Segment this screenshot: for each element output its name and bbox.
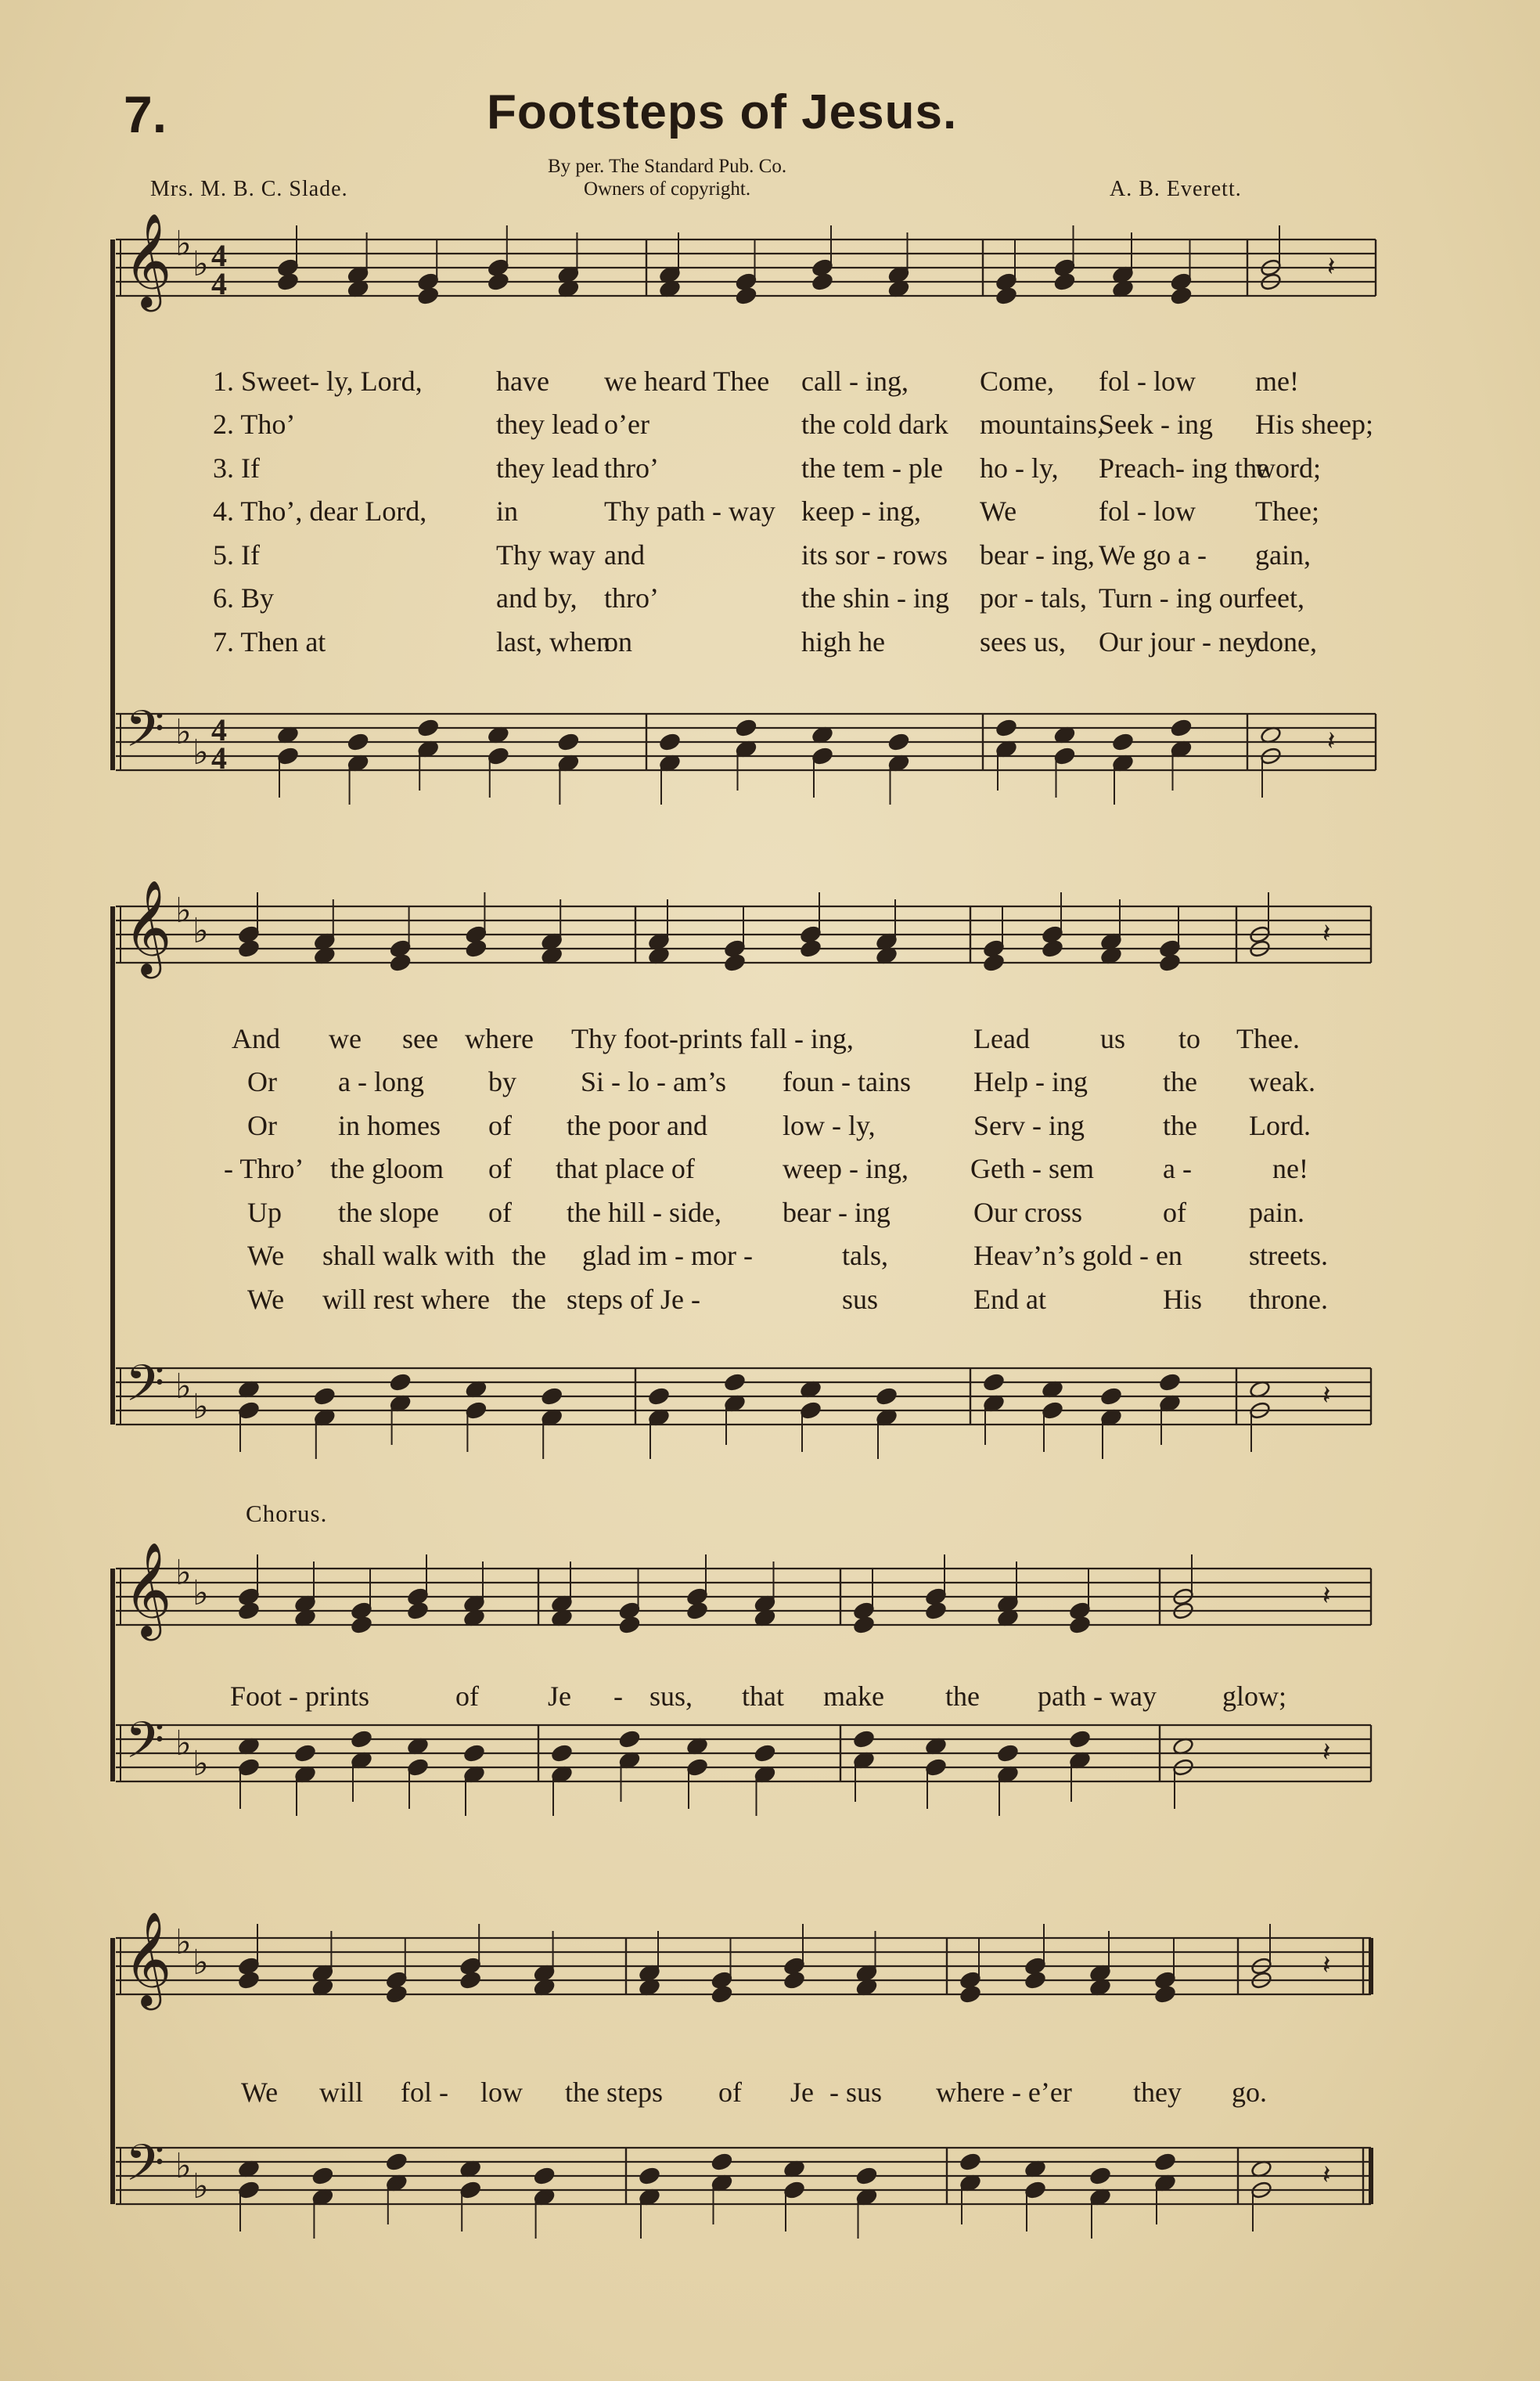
note-head	[459, 2181, 482, 2200]
verse-2-lyric-syllable: His	[1163, 1284, 1203, 1315]
note-head	[294, 1744, 317, 1763]
verse-1-lyric-syllable: 4. Tho’, dear Lord,	[213, 495, 427, 527]
verse-1-lyric-syllable: on	[604, 626, 632, 657]
verse-1-lyric-syllable: they lead	[496, 452, 599, 484]
chorus-lyric-syllable: will	[319, 2077, 364, 2108]
note-head	[1154, 1985, 1177, 2005]
flat-icon: ♭	[192, 244, 209, 284]
flat-icon: ♭	[175, 891, 192, 931]
verse-2-lyric-syllable: Our cross	[973, 1197, 1082, 1228]
chorus-lyric-syllable: glow;	[1222, 1680, 1287, 1712]
note-head	[1053, 272, 1076, 292]
note-head	[800, 1401, 822, 1421]
note-head	[314, 1387, 336, 1407]
verse-1-lyric-syllable: His sheep;	[1255, 409, 1373, 440]
rest-icon: 𝄽	[1322, 2159, 1331, 2191]
chorus-lyric-syllable: Je	[548, 1680, 571, 1712]
note-head	[238, 1971, 261, 1990]
chorus-lyric-syllable: low	[480, 2077, 523, 2108]
verse-2-lyric-syllable: End at	[973, 1284, 1046, 1315]
note-head	[465, 1401, 488, 1421]
flat-icon: ♭	[175, 224, 192, 264]
flat-icon: ♭	[192, 2167, 209, 2206]
verse-2-lyric-syllable: Or	[247, 1066, 277, 1097]
verse-2-lyric-syllable: - Thro’	[224, 1153, 304, 1184]
composer-credit: A. B. Everett.	[1110, 177, 1242, 201]
verse-2-lyric-syllable: the	[1163, 1066, 1197, 1097]
note-head	[1042, 1401, 1064, 1421]
verse-1-lyric-syllable: thro’	[604, 582, 659, 614]
note-head	[711, 1985, 733, 2005]
rest-icon: 𝄽	[1322, 1950, 1331, 1981]
note-head	[995, 286, 1018, 306]
flat-icon: ♭	[192, 733, 209, 773]
verse-1-lyric-syllable: Turn - ing our	[1099, 582, 1257, 614]
verse-1-lyric-syllable: in	[496, 495, 519, 527]
time-signature-top: 4	[211, 712, 227, 747]
note-head	[1089, 2167, 1112, 2186]
treble-clef-icon: 𝄞	[124, 1911, 172, 2006]
note-head	[277, 747, 300, 766]
verse-1-lyric-syllable: fol - low	[1099, 366, 1196, 397]
time-signature-top: 4	[211, 238, 227, 273]
verse-2-lyric-syllable: foun - tains	[783, 1066, 911, 1097]
verse-1-lyric-syllable: the tem - ple	[801, 452, 943, 484]
verse-2-lyric-syllable: will rest where	[322, 1284, 490, 1315]
note-head	[238, 939, 261, 959]
chorus-lyric-syllable: where - e’er	[936, 2077, 1072, 2108]
note-head	[351, 1616, 373, 1635]
verse-1-lyric-syllable: 1. Sweet- ly, Lord,	[213, 366, 423, 397]
rest-icon: 𝄽	[1322, 918, 1331, 949]
verse-2-lyric-syllable: we	[329, 1023, 362, 1054]
chorus-lyric-syllable: Je	[790, 2077, 814, 2108]
note-head	[459, 1971, 482, 1990]
note-head	[311, 2167, 334, 2186]
bass-clef-icon: 𝄢	[125, 701, 165, 771]
verse-2-lyric-syllable: the slope	[338, 1197, 439, 1228]
note-head	[238, 1758, 261, 1778]
verse-1-lyric-syllable: We	[980, 495, 1017, 527]
note-head	[925, 1758, 948, 1778]
verse-1-lyric-syllable: 5. If	[213, 539, 260, 571]
flat-icon: ♭	[192, 911, 209, 951]
verse-1-lyric-syllable: have	[496, 366, 549, 397]
note-head	[686, 1758, 709, 1778]
verse-2-lyric-syllable: of	[488, 1197, 512, 1228]
verse-2-lyric-syllable: Lead	[973, 1023, 1030, 1054]
note-head	[1053, 747, 1076, 766]
note-head	[876, 1387, 898, 1407]
verse-1-lyric-syllable: o’er	[604, 409, 649, 440]
note-head	[811, 747, 834, 766]
verse-1-lyric-syllable: por - tals,	[980, 582, 1087, 614]
time-signature-bottom: 4	[211, 266, 227, 301]
verse-2-lyric-syllable: sus	[842, 1284, 879, 1315]
note-head	[1069, 1730, 1092, 1749]
verse-2-lyric-syllable: Heav’n’s gold - en	[973, 1240, 1182, 1271]
verse-2-lyric-syllable: We	[247, 1284, 285, 1315]
verse-1-lyric-syllable: me!	[1255, 366, 1299, 397]
note-head	[618, 1730, 641, 1749]
verse-2-lyric-syllable: the poor and	[567, 1110, 707, 1141]
note-head	[488, 747, 510, 766]
hymn-title: Footsteps of Jesus.	[487, 85, 958, 139]
flat-icon: ♭	[175, 1922, 192, 1962]
verse-2-lyric-syllable: of	[488, 1153, 512, 1184]
verse-1-lyric-syllable: the cold dark	[801, 409, 948, 440]
note-head	[1159, 1373, 1182, 1392]
chorus-lyric-syllable: path - way	[1038, 1680, 1157, 1712]
note-head	[557, 733, 580, 752]
note-head	[1112, 733, 1135, 752]
verse-2-lyric-syllable: Thy foot-prints fall - ing,	[571, 1023, 854, 1054]
verse-1-lyric-syllable: gain,	[1255, 539, 1311, 571]
note-head	[347, 733, 369, 752]
verse-2-lyric-syllable: glad im - mor -	[582, 1240, 753, 1271]
note-head	[853, 1730, 876, 1749]
treble-clef-icon: 𝄞	[124, 1541, 172, 1637]
note-head	[724, 953, 747, 973]
rest-icon: 𝄽	[1327, 726, 1336, 757]
flat-icon: ♭	[175, 1367, 192, 1407]
flat-icon: ♭	[175, 2146, 192, 2186]
note-head	[724, 1373, 747, 1392]
note-head	[417, 719, 440, 738]
note-head	[887, 733, 910, 752]
verse-2-lyric-syllable: streets.	[1249, 1240, 1328, 1271]
note-head	[1154, 2152, 1177, 2172]
verse-2-lyric-syllable: of	[1163, 1197, 1186, 1228]
note-head	[1024, 1971, 1047, 1990]
verse-1-lyric-syllable: call - ing,	[801, 366, 909, 397]
verse-2-lyric-syllable: throne.	[1249, 1284, 1328, 1315]
verse-2-lyric-syllable: Serv - ing	[973, 1110, 1085, 1141]
note-head	[351, 1730, 373, 1749]
note-head	[417, 286, 440, 306]
author-credit: Mrs. M. B. C. Slade.	[150, 177, 348, 201]
verse-1-lyric-syllable: ho - ly,	[980, 452, 1059, 484]
note-head	[783, 1971, 806, 1990]
flat-icon: ♭	[175, 712, 192, 752]
verse-1-lyric-syllable: Seek - ing	[1099, 409, 1213, 440]
note-head	[983, 953, 1006, 973]
note-head	[1042, 939, 1064, 959]
note-head	[551, 1744, 574, 1763]
verse-2-lyric-syllable: Help - ing	[973, 1066, 1088, 1097]
hymn-number: 7.	[124, 85, 167, 143]
rest-icon: 𝄽	[1322, 1380, 1331, 1411]
verse-2-lyric-syllable: weak.	[1249, 1066, 1315, 1097]
copyright-line-2: Owners of copyright.	[583, 178, 751, 200]
verse-2-lyric-syllable: see	[402, 1023, 438, 1054]
note-head	[238, 1401, 261, 1421]
verse-2-lyric-syllable: by	[488, 1066, 516, 1097]
verse-2-lyric-syllable: us	[1100, 1023, 1126, 1054]
note-head	[386, 2152, 408, 2172]
verse-1-lyric-syllable: done,	[1255, 626, 1317, 657]
chorus-lyric-syllable: the steps	[565, 2077, 663, 2108]
rest-icon: 𝄽	[1322, 1737, 1331, 1768]
verse-1-lyric-syllable: and	[604, 539, 645, 571]
chorus-lyric-syllable: sus,	[649, 1680, 693, 1712]
note-head	[1170, 286, 1193, 306]
verse-2-lyric-syllable: the gloom	[330, 1153, 444, 1184]
verse-2-lyric-syllable: to	[1178, 1023, 1201, 1054]
verse-2-lyric-syllable: pain.	[1249, 1197, 1304, 1228]
verse-1-lyric-syllable: we heard Thee	[604, 366, 770, 397]
note-head	[659, 733, 682, 752]
verse-1-lyric-syllable: 7. Then at	[213, 626, 326, 657]
note-head	[925, 1601, 948, 1621]
note-head	[465, 939, 488, 959]
note-head	[386, 1985, 408, 2005]
note-head	[1024, 2181, 1047, 2200]
verse-1-lyric-syllable: last, when	[496, 626, 610, 657]
verse-1-lyric-syllable: Thy path - way	[604, 495, 775, 527]
bass-clef-icon: 𝄢	[125, 2134, 165, 2205]
note-head	[855, 2167, 878, 2186]
verse-1-lyric-syllable: bear - ing,	[980, 539, 1095, 571]
bass-clef-icon: 𝄢	[125, 1355, 165, 1425]
note-head	[238, 1601, 261, 1621]
verse-2-lyric-syllable: And	[232, 1023, 280, 1054]
chorus-lyric-syllable: go.	[1232, 2077, 1267, 2108]
note-head	[1069, 1616, 1092, 1635]
verse-1-lyric-syllable: Thee;	[1255, 495, 1319, 527]
note-head	[800, 939, 822, 959]
note-head	[983, 1373, 1006, 1392]
note-head	[533, 2167, 556, 2186]
verse-2-lyric-syllable: the	[512, 1284, 546, 1315]
verse-1-lyric-syllable: Thy way	[496, 539, 595, 571]
verse-2-lyric-syllable: We	[247, 1240, 285, 1271]
verse-2-lyric-syllable: Up	[247, 1197, 282, 1228]
note-head	[735, 719, 757, 738]
chorus-lyric-syllable: make	[823, 1680, 884, 1712]
note-head	[1100, 1387, 1123, 1407]
verse-1-lyric-syllable: feet,	[1255, 582, 1304, 614]
verse-2-lyric-syllable: Or	[247, 1110, 277, 1141]
note-head	[648, 1387, 671, 1407]
verse-2-lyric-syllable: bear - ing	[783, 1197, 891, 1228]
verse-2-lyric-syllable: the hill - side,	[567, 1197, 721, 1228]
verse-1-lyric-syllable: fol - low	[1099, 495, 1196, 527]
verse-1-lyric-syllable: Come,	[980, 366, 1054, 397]
chorus-lyric-syllable: Foot - prints	[230, 1680, 370, 1712]
note-head	[853, 1616, 876, 1635]
treble-clef-icon: 𝄞	[124, 212, 172, 308]
rest-icon: 𝄽	[1322, 1580, 1331, 1612]
verse-2-lyric-syllable: shall walk with	[322, 1240, 495, 1271]
note-head	[735, 286, 757, 306]
chorus-lyric-syllable: the	[945, 1680, 980, 1712]
chorus-label: Chorus.	[246, 1500, 328, 1527]
note-head	[711, 2152, 733, 2172]
flat-icon: ♭	[175, 1553, 192, 1593]
bass-clef-icon: 𝄢	[125, 1712, 165, 1782]
verse-1-lyric-syllable: Preach- ing the	[1099, 452, 1269, 484]
note-head	[389, 1373, 412, 1392]
treble-clef-icon: 𝄞	[124, 879, 172, 974]
note-head	[811, 272, 834, 292]
note-head	[959, 2152, 982, 2172]
chorus-lyric-syllable: they	[1133, 2077, 1182, 2108]
verse-2-lyric-syllable: in homes	[338, 1110, 441, 1141]
verse-1-lyric-syllable: 2. Tho’	[213, 409, 296, 440]
verse-2-lyric-syllable: Lord.	[1249, 1110, 1311, 1141]
verse-1-lyric-syllable: 6. By	[213, 582, 275, 614]
verse-1-lyric-syllable: and by,	[496, 582, 578, 614]
note-head	[618, 1616, 641, 1635]
note-head	[754, 1744, 776, 1763]
note-head	[389, 953, 412, 973]
chorus-lyric-syllable: that	[742, 1680, 784, 1712]
verse-1-lyric-syllable: word;	[1255, 452, 1321, 484]
verse-2-lyric-syllable: a - long	[338, 1066, 424, 1097]
verse-2-lyric-syllable: weep - ing,	[783, 1153, 909, 1184]
flat-icon: ♭	[192, 1943, 209, 1983]
flat-icon: ♭	[192, 1573, 209, 1613]
time-signature-bottom: 4	[211, 740, 227, 776]
verse-1-lyric-syllable: keep - ing,	[801, 495, 921, 527]
note-head	[488, 272, 510, 292]
flat-icon: ♭	[192, 1744, 209, 1784]
verse-1-lyric-syllable: sees us,	[980, 626, 1066, 657]
verse-1-lyric-syllable: mountains,	[980, 409, 1104, 440]
verse-1-lyric-syllable: high he	[801, 626, 885, 657]
note-head	[407, 1601, 430, 1621]
note-head	[1170, 719, 1193, 738]
chorus-lyric-syllable: -	[613, 1680, 623, 1712]
verse-2-lyric-syllable: of	[488, 1110, 512, 1141]
note-head	[238, 2181, 261, 2200]
verse-2-lyric-syllable: where	[465, 1023, 534, 1054]
chorus-lyric-syllable: We	[241, 2077, 279, 2108]
chorus-lyric-syllable: fol -	[401, 2077, 448, 2108]
verse-1-lyric-syllable: thro’	[604, 452, 659, 484]
verse-1-lyric-syllable: they lead	[496, 409, 599, 440]
chorus-lyric-syllable: - sus	[829, 2077, 883, 2108]
verse-2-lyric-syllable: tals,	[842, 1240, 888, 1271]
verse-2-lyric-syllable: Geth - sem	[970, 1153, 1094, 1184]
verse-1-lyric-syllable: We go a -	[1099, 539, 1207, 571]
chorus-lyric-syllable: of	[455, 1680, 479, 1712]
note-head	[407, 1758, 430, 1778]
verse-2-lyric-syllable: steps of Je -	[567, 1284, 700, 1315]
verse-1-lyric-syllable: the shin - ing	[801, 582, 949, 614]
verse-2-lyric-syllable: low - ly,	[783, 1110, 876, 1141]
verse-2-lyric-syllable: ne!	[1272, 1153, 1308, 1184]
verse-2-lyric-syllable: the	[512, 1240, 546, 1271]
verse-2-lyric-syllable: a -	[1163, 1153, 1192, 1184]
verse-1-lyric-syllable: Our jour - ney	[1099, 626, 1259, 657]
flat-icon: ♭	[192, 1387, 209, 1427]
note-head	[686, 1601, 709, 1621]
verse-1-lyric-syllable: 3. If	[213, 452, 260, 484]
note-head	[959, 1985, 982, 2005]
verse-1-lyric-syllable: its sor - rows	[801, 539, 948, 571]
chorus-lyric-syllable: of	[718, 2077, 742, 2108]
verse-2-lyric-syllable: the	[1163, 1110, 1197, 1141]
note-head	[639, 2167, 661, 2186]
note-head	[1159, 953, 1182, 973]
verse-2-lyric-syllable: that place of	[556, 1153, 695, 1184]
note-head	[995, 719, 1018, 738]
note-head	[541, 1387, 563, 1407]
verse-2-lyric-syllable: Thee.	[1236, 1023, 1300, 1054]
verse-2-lyric-syllable: Si - lo - am’s	[581, 1066, 726, 1097]
copyright-line-1: By per. The Standard Pub. Co.	[548, 156, 787, 177]
rest-icon: 𝄽	[1327, 251, 1336, 283]
note-head	[277, 272, 300, 292]
note-head	[463, 1744, 486, 1763]
note-head	[997, 1744, 1020, 1763]
flat-icon: ♭	[175, 1724, 192, 1763]
note-head	[783, 2181, 806, 2200]
